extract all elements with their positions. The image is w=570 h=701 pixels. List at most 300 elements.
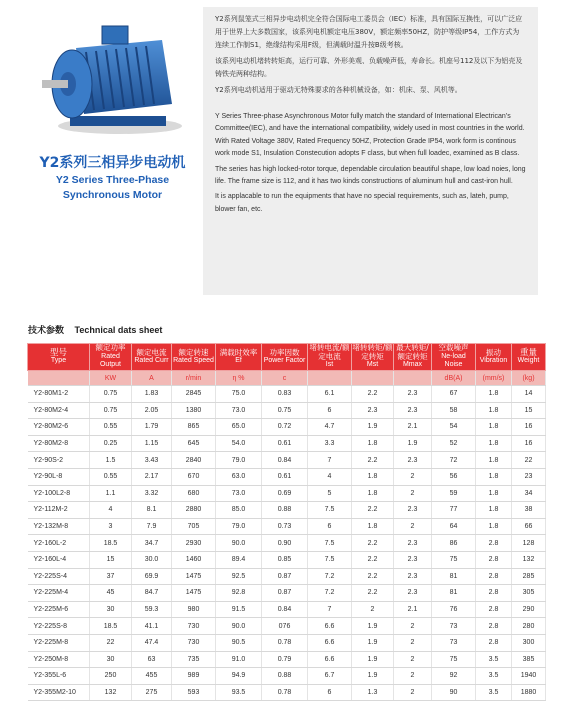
table-row bbox=[28, 551, 546, 568]
value-cell: 7.2 bbox=[308, 568, 352, 585]
value-cell: 730 bbox=[172, 618, 216, 635]
unit-cell bbox=[352, 371, 394, 386]
value-cell: 1.9 bbox=[352, 634, 394, 651]
column-header bbox=[132, 344, 172, 371]
value-cell: 79.0 bbox=[216, 518, 262, 535]
value-cell: 2.8 bbox=[476, 601, 512, 618]
value-cell: 92 bbox=[432, 668, 476, 685]
value-cell: 37 bbox=[90, 568, 132, 585]
column-header-cn: 堵转转矩/额定转矩 bbox=[352, 343, 393, 361]
value-cell: 0.25 bbox=[90, 435, 132, 452]
value-cell: 34.7 bbox=[132, 535, 172, 552]
table-row bbox=[28, 601, 546, 618]
value-cell: 23 bbox=[512, 468, 546, 485]
value-cell: 0.55 bbox=[90, 419, 132, 436]
column-header-cn: 功率因数 bbox=[269, 347, 300, 357]
column-header-en: Rated Curr bbox=[134, 357, 169, 364]
value-cell: 0.84 bbox=[262, 452, 308, 469]
value-cell: 63.0 bbox=[216, 468, 262, 485]
value-cell: 1.83 bbox=[132, 386, 172, 403]
product-title-cn: Y2系列三相异步电动机 bbox=[39, 155, 186, 171]
unit-cell: (mm/s) bbox=[476, 371, 512, 386]
value-cell: 285 bbox=[512, 568, 546, 585]
value-cell: 58 bbox=[432, 402, 476, 419]
value-cell: 73 bbox=[432, 618, 476, 635]
value-cell: 67 bbox=[432, 386, 476, 403]
value-cell: 7 bbox=[308, 452, 352, 469]
table-unit-row bbox=[28, 371, 546, 386]
value-cell: 75 bbox=[432, 551, 476, 568]
value-cell: 3.5 bbox=[476, 651, 512, 668]
value-cell: 0.72 bbox=[262, 419, 308, 436]
value-cell: 7.9 bbox=[132, 518, 172, 535]
value-cell: 72 bbox=[432, 452, 476, 469]
value-cell: 2 bbox=[394, 634, 432, 651]
value-cell: 56 bbox=[432, 468, 476, 485]
value-cell: 593 bbox=[172, 684, 216, 701]
value-cell: 1.9 bbox=[352, 651, 394, 668]
value-cell: 14 bbox=[512, 386, 546, 403]
table-row bbox=[28, 502, 546, 519]
model-cell: Y2-90L-8 bbox=[28, 468, 90, 485]
value-cell: 0.85 bbox=[262, 551, 308, 568]
value-cell: 63 bbox=[132, 651, 172, 668]
value-cell: 128 bbox=[512, 535, 546, 552]
product-title-en-1: Y2 Series Three-Phase bbox=[55, 174, 170, 186]
value-cell: 6.6 bbox=[308, 618, 352, 635]
unit-cell: dB(A) bbox=[432, 371, 476, 386]
value-cell: 6.7 bbox=[308, 668, 352, 685]
value-cell: 1.9 bbox=[394, 435, 432, 452]
value-cell: 77 bbox=[432, 502, 476, 519]
value-cell: 85.0 bbox=[216, 502, 262, 519]
value-cell: 1.9 bbox=[352, 419, 394, 436]
table-row bbox=[28, 651, 546, 668]
value-cell: 1.3 bbox=[352, 684, 394, 701]
model-cell: Y2-225S-8 bbox=[28, 618, 90, 635]
value-cell: 1.8 bbox=[352, 468, 394, 485]
value-cell: 2.2 bbox=[352, 535, 394, 552]
sheet-title bbox=[28, 323, 162, 336]
value-cell: 2.2 bbox=[352, 452, 394, 469]
value-cell: 1.9 bbox=[352, 668, 394, 685]
unit-cell: c bbox=[262, 371, 308, 386]
value-cell: 2.3 bbox=[394, 585, 432, 602]
table-row bbox=[28, 468, 546, 485]
value-cell: 2.05 bbox=[132, 402, 172, 419]
value-cell: 1.8 bbox=[476, 518, 512, 535]
value-cell: 18.5 bbox=[90, 618, 132, 635]
value-cell: 91.5 bbox=[216, 601, 262, 618]
value-cell: 47.4 bbox=[132, 634, 172, 651]
table-body bbox=[28, 386, 546, 701]
value-cell: 0.87 bbox=[262, 585, 308, 602]
value-cell: 2.17 bbox=[132, 468, 172, 485]
value-cell: 0.84 bbox=[262, 601, 308, 618]
value-cell: 0.61 bbox=[262, 435, 308, 452]
value-cell: 2.3 bbox=[394, 386, 432, 403]
model-cell: Y2-225M-8 bbox=[28, 634, 90, 651]
value-cell: 69.9 bbox=[132, 568, 172, 585]
value-cell: 4.7 bbox=[308, 419, 352, 436]
value-cell: 2 bbox=[394, 684, 432, 701]
table-row bbox=[28, 518, 546, 535]
column-header-en: Ef bbox=[235, 357, 242, 364]
value-cell: 2.8 bbox=[476, 634, 512, 651]
value-cell: 980 bbox=[172, 601, 216, 618]
value-cell: 73.0 bbox=[216, 485, 262, 502]
model-cell: Y2-112M-2 bbox=[28, 502, 90, 519]
value-cell: 5 bbox=[308, 485, 352, 502]
value-cell: 2.1 bbox=[394, 601, 432, 618]
value-cell: 1880 bbox=[512, 684, 546, 701]
column-header-cn: 额定电流 bbox=[136, 347, 167, 357]
value-cell: 0.87 bbox=[262, 568, 308, 585]
value-cell: 45 bbox=[90, 585, 132, 602]
value-cell: 2840 bbox=[172, 452, 216, 469]
table-row bbox=[28, 435, 546, 452]
value-cell: 30 bbox=[90, 601, 132, 618]
value-cell: 91.0 bbox=[216, 651, 262, 668]
table-row bbox=[28, 618, 546, 635]
value-cell: 38 bbox=[512, 502, 546, 519]
value-cell: 1.8 bbox=[476, 435, 512, 452]
value-cell: 75 bbox=[432, 651, 476, 668]
unit-cell bbox=[28, 371, 90, 386]
value-cell: 75.0 bbox=[216, 386, 262, 403]
column-header-cn: 堵转电流/额定电流 bbox=[309, 343, 350, 361]
value-cell: 92.8 bbox=[216, 585, 262, 602]
unit-cell: r/min bbox=[172, 371, 216, 386]
model-cell: Y2-132M-8 bbox=[28, 518, 90, 535]
unit-cell bbox=[394, 371, 432, 386]
value-cell: 6 bbox=[308, 518, 352, 535]
column-header-cn: 满载时效率 bbox=[219, 347, 258, 357]
value-cell: 3.5 bbox=[476, 668, 512, 685]
value-cell: 52 bbox=[432, 435, 476, 452]
value-cell: 0.88 bbox=[262, 668, 308, 685]
value-cell: 2 bbox=[394, 651, 432, 668]
value-cell: 30.0 bbox=[132, 551, 172, 568]
column-header bbox=[216, 344, 262, 371]
column-header-cn: 振动 bbox=[486, 347, 501, 357]
table-row bbox=[28, 419, 546, 436]
value-cell: 54 bbox=[432, 419, 476, 436]
description-en-1: Y Series Three-phase Asynchronous Motor fully match the standard of International Electrican’s Committee(IEC), and have the international compatibility, widely used in most countries in the world. With Rated Voltage 380V, Rated Frequency 50HZ, Protection Grade IP54, work form is continous work mode S1, Insulation Constecution adopts F class, but when full loadec, examined as B class. bbox=[215, 113, 525, 158]
value-cell: 680 bbox=[172, 485, 216, 502]
value-cell: 79.0 bbox=[216, 452, 262, 469]
value-cell: 1.9 bbox=[352, 618, 394, 635]
value-cell: 54.0 bbox=[216, 435, 262, 452]
value-cell: 455 bbox=[132, 668, 172, 685]
value-cell: 2.8 bbox=[476, 551, 512, 568]
value-cell: 0.73 bbox=[262, 518, 308, 535]
column-header-en: Vibration bbox=[479, 357, 508, 364]
table-row bbox=[28, 684, 546, 701]
value-cell: 6.6 bbox=[308, 634, 352, 651]
table-row bbox=[28, 585, 546, 602]
column-header-en: Rated Speed bbox=[173, 357, 214, 364]
value-cell: 132 bbox=[90, 684, 132, 701]
value-cell: 1475 bbox=[172, 585, 216, 602]
value-cell: 2 bbox=[394, 485, 432, 502]
value-cell: 90.5 bbox=[216, 634, 262, 651]
value-cell: 735 bbox=[172, 651, 216, 668]
value-cell: 90 bbox=[432, 684, 476, 701]
value-cell: 2845 bbox=[172, 386, 216, 403]
model-cell: Y2-225M-4 bbox=[28, 585, 90, 602]
value-cell: 705 bbox=[172, 518, 216, 535]
value-cell: 22 bbox=[90, 634, 132, 651]
value-cell: 92.5 bbox=[216, 568, 262, 585]
value-cell: 670 bbox=[172, 468, 216, 485]
value-cell: 4 bbox=[90, 502, 132, 519]
model-cell: Y2-160L-2 bbox=[28, 535, 90, 552]
value-cell: 645 bbox=[172, 435, 216, 452]
value-cell: 1.8 bbox=[352, 435, 394, 452]
value-cell: 1380 bbox=[172, 402, 216, 419]
column-header-en: Mmax bbox=[402, 361, 423, 369]
value-cell: 2.2 bbox=[352, 551, 394, 568]
model-cell: Y2-80M2-6 bbox=[28, 419, 90, 436]
table-row bbox=[28, 668, 546, 685]
value-cell: 2930 bbox=[172, 535, 216, 552]
value-cell: 1.8 bbox=[352, 485, 394, 502]
value-cell: 86 bbox=[432, 535, 476, 552]
value-cell: 93.5 bbox=[216, 684, 262, 701]
column-header-cn: 额定功率 bbox=[95, 343, 126, 353]
value-cell: 6.1 bbox=[308, 386, 352, 403]
value-cell: 2 bbox=[394, 618, 432, 635]
value-cell: 0.69 bbox=[262, 485, 308, 502]
value-cell: 2.2 bbox=[352, 386, 394, 403]
value-cell: 0.75 bbox=[262, 402, 308, 419]
value-cell: 64 bbox=[432, 518, 476, 535]
value-cell: 7.5 bbox=[308, 502, 352, 519]
column-header bbox=[90, 344, 132, 371]
value-cell: 7.5 bbox=[308, 535, 352, 552]
value-cell: 250 bbox=[90, 668, 132, 685]
value-cell: 865 bbox=[172, 419, 216, 436]
value-cell: 7.2 bbox=[308, 585, 352, 602]
value-cell: 305 bbox=[512, 585, 546, 602]
column-header-cn: 最大转矩/额定转矩 bbox=[396, 343, 429, 361]
value-cell: 90.0 bbox=[216, 535, 262, 552]
model-cell: Y2-225M-6 bbox=[28, 601, 90, 618]
value-cell: 2.8 bbox=[476, 618, 512, 635]
description-cn-2: 该系列电动机堵转转矩高，运行可靠、外形美观、负载噪声低，寿命长。机座号112及以下为铝壳及铸铁壳两种结构。 bbox=[215, 57, 523, 78]
value-cell: 2.3 bbox=[394, 502, 432, 519]
value-cell: 0.83 bbox=[262, 386, 308, 403]
value-cell: 30 bbox=[90, 651, 132, 668]
unit-cell: A bbox=[132, 371, 172, 386]
description-cn-3: Y2系列电动机适用于驱动无特殊要求的各种机械设备，如：机床、泵、风机等。 bbox=[215, 86, 462, 94]
product-title bbox=[0, 152, 225, 202]
column-header bbox=[352, 344, 394, 371]
column-header-en: Weight bbox=[517, 357, 540, 364]
value-cell: 2.8 bbox=[476, 535, 512, 552]
value-cell: 076 bbox=[262, 618, 308, 635]
value-cell: 989 bbox=[172, 668, 216, 685]
value-cell: 66 bbox=[512, 518, 546, 535]
table-row bbox=[28, 485, 546, 502]
value-cell: 89.4 bbox=[216, 551, 262, 568]
model-cell: Y2-100L2-8 bbox=[28, 485, 90, 502]
value-cell: 730 bbox=[172, 634, 216, 651]
value-cell: 1.8 bbox=[476, 386, 512, 403]
column-header bbox=[262, 344, 308, 371]
column-header-cn: 重量 bbox=[519, 347, 537, 358]
column-header bbox=[476, 344, 512, 371]
value-cell: 15 bbox=[90, 551, 132, 568]
value-cell: 0.90 bbox=[262, 535, 308, 552]
column-header-cn: 空载噪声 bbox=[438, 343, 469, 353]
column-header-cn: 型号 bbox=[49, 347, 67, 358]
value-cell: 2880 bbox=[172, 502, 216, 519]
value-cell: 2 bbox=[394, 518, 432, 535]
value-cell: 1.8 bbox=[476, 485, 512, 502]
value-cell: 3.5 bbox=[476, 684, 512, 701]
value-cell: 2 bbox=[394, 468, 432, 485]
column-header-cn: 额定转速 bbox=[178, 347, 209, 357]
model-cell: Y2-355L-6 bbox=[28, 668, 90, 685]
description-cn-1: Y2系列鼠笼式三相异步电动机完全符合国际电工委员会（IEC）标准，具有国际互换性，可以广泛应用于世界上大多数国家，该系列电机额定电压380V，额定频率50HZ，防护等级IP54，工作方式为连续工作制S1，绝缘结构采用F级，但满载时温升按B级考核。 bbox=[215, 15, 523, 49]
model-cell: Y2-160L-4 bbox=[28, 551, 90, 568]
value-cell: 3.32 bbox=[132, 485, 172, 502]
unit-cell bbox=[308, 371, 352, 386]
value-cell: 1.8 bbox=[476, 468, 512, 485]
unit-cell: KW bbox=[90, 371, 132, 386]
value-cell: 8.1 bbox=[132, 502, 172, 519]
value-cell: 59 bbox=[432, 485, 476, 502]
description-en-3: It is applacable to run the equipments that have no special requirements, such as, lateh, pump, blower fan, etc. bbox=[215, 193, 509, 213]
value-cell: 22 bbox=[512, 452, 546, 469]
value-cell: 1.8 bbox=[352, 518, 394, 535]
description-panel bbox=[203, 7, 538, 295]
value-cell: 34 bbox=[512, 485, 546, 502]
motor-image bbox=[40, 18, 192, 138]
column-header-en: Ne-load Noise bbox=[441, 352, 466, 369]
value-cell: 6 bbox=[308, 684, 352, 701]
column-header-en: Type bbox=[50, 357, 67, 364]
value-cell: 3.43 bbox=[132, 452, 172, 469]
value-cell: 2.3 bbox=[394, 568, 432, 585]
value-cell: 132 bbox=[512, 551, 546, 568]
value-cell: 2.8 bbox=[476, 585, 512, 602]
column-header bbox=[308, 344, 352, 371]
value-cell: 2.3 bbox=[394, 535, 432, 552]
value-cell: 4 bbox=[308, 468, 352, 485]
value-cell: 290 bbox=[512, 601, 546, 618]
value-cell: 275 bbox=[132, 684, 172, 701]
model-cell: Y2-355M2-10 bbox=[28, 684, 90, 701]
value-cell: 1.15 bbox=[132, 435, 172, 452]
sheet-title-en: Technical dats sheet bbox=[74, 325, 163, 335]
unit-cell: η % bbox=[216, 371, 262, 386]
tech-data-table bbox=[27, 343, 546, 701]
value-cell: 41.1 bbox=[132, 618, 172, 635]
model-cell: Y2-250M-8 bbox=[28, 651, 90, 668]
value-cell: 1.8 bbox=[476, 452, 512, 469]
model-cell: Y2-80M1-2 bbox=[28, 386, 90, 403]
value-cell: 0.75 bbox=[90, 386, 132, 403]
value-cell: 15 bbox=[512, 402, 546, 419]
value-cell: 90.0 bbox=[216, 618, 262, 635]
value-cell: 59.3 bbox=[132, 601, 172, 618]
table-row bbox=[28, 386, 546, 403]
value-cell: 1.79 bbox=[132, 419, 172, 436]
value-cell: 0.79 bbox=[262, 651, 308, 668]
value-cell: 2.2 bbox=[352, 502, 394, 519]
value-cell: 1475 bbox=[172, 568, 216, 585]
value-cell: 7.5 bbox=[308, 551, 352, 568]
model-cell: Y2-80M2-8 bbox=[28, 435, 90, 452]
table-row bbox=[28, 402, 546, 419]
value-cell: 7 bbox=[308, 601, 352, 618]
table-header-row bbox=[28, 344, 546, 371]
column-header bbox=[394, 344, 432, 371]
value-cell: 2.2 bbox=[352, 568, 394, 585]
value-cell: 84.7 bbox=[132, 585, 172, 602]
column-header bbox=[512, 344, 546, 371]
sheet-title-cn: 技术参数 bbox=[28, 326, 65, 336]
value-cell: 3 bbox=[90, 518, 132, 535]
value-cell: 2.3 bbox=[394, 452, 432, 469]
value-cell: 81 bbox=[432, 585, 476, 602]
value-cell: 1.8 bbox=[476, 419, 512, 436]
value-cell: 1.8 bbox=[476, 502, 512, 519]
value-cell: 73.0 bbox=[216, 402, 262, 419]
value-cell: 2.8 bbox=[476, 568, 512, 585]
value-cell: 18.5 bbox=[90, 535, 132, 552]
value-cell: 1.8 bbox=[476, 402, 512, 419]
table-row bbox=[28, 452, 546, 469]
value-cell: 2.2 bbox=[352, 585, 394, 602]
value-cell: 16 bbox=[512, 435, 546, 452]
value-cell: 81 bbox=[432, 568, 476, 585]
value-cell: 6 bbox=[308, 402, 352, 419]
value-cell: 76 bbox=[432, 601, 476, 618]
column-header bbox=[28, 344, 90, 371]
model-cell: Y2-80M2-4 bbox=[28, 402, 90, 419]
table-row bbox=[28, 568, 546, 585]
value-cell: 1.5 bbox=[90, 452, 132, 469]
value-cell: 1.1 bbox=[90, 485, 132, 502]
value-cell: 0.75 bbox=[90, 402, 132, 419]
value-cell: 65.0 bbox=[216, 419, 262, 436]
column-header-en: Ist bbox=[325, 361, 334, 369]
value-cell: 16 bbox=[512, 419, 546, 436]
model-cell: Y2-225S-4 bbox=[28, 568, 90, 585]
value-cell: 2 bbox=[394, 668, 432, 685]
value-cell: 73 bbox=[432, 634, 476, 651]
value-cell: 300 bbox=[512, 634, 546, 651]
value-cell: 2.3 bbox=[394, 402, 432, 419]
description-en-2: The series has high locked-rotor torque, dependable circulation beautiful shape, low load noies, long life. The frame size is 112, and it has two kinds constructions of aluminum hull and cast-iron hull. bbox=[215, 165, 526, 186]
value-cell: 2 bbox=[352, 601, 394, 618]
value-cell: 0.55 bbox=[90, 468, 132, 485]
column-header-en: Mst bbox=[366, 361, 379, 369]
value-cell: 6.6 bbox=[308, 651, 352, 668]
value-cell: 0.61 bbox=[262, 468, 308, 485]
unit-cell: (kg) bbox=[512, 371, 546, 386]
value-cell: 0.78 bbox=[262, 634, 308, 651]
column-header bbox=[432, 344, 476, 371]
model-cell: Y2-90S-2 bbox=[28, 452, 90, 469]
value-cell: 1940 bbox=[512, 668, 546, 685]
value-cell: 0.88 bbox=[262, 502, 308, 519]
value-cell: 280 bbox=[512, 618, 546, 635]
